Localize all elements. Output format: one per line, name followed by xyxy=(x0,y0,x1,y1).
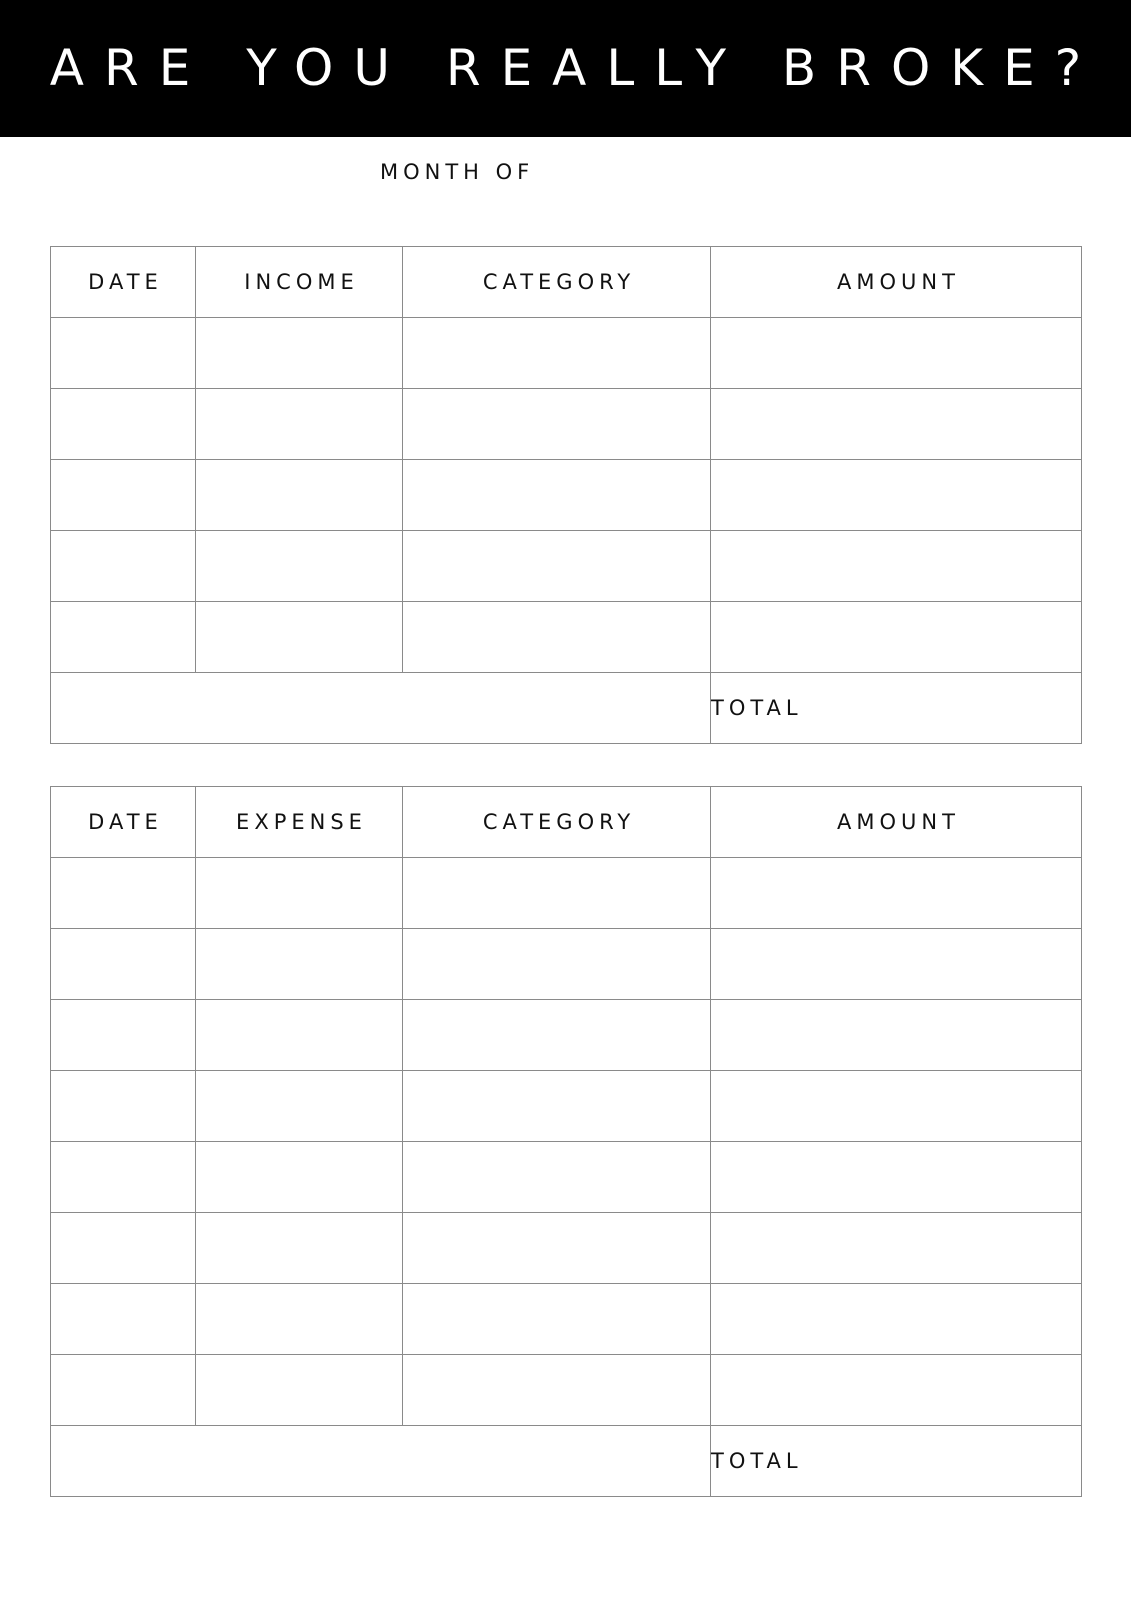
expense-cell-category[interactable] xyxy=(403,1355,711,1426)
expense-header-date: DATE xyxy=(51,787,196,858)
income-cell-amount[interactable] xyxy=(711,318,1082,389)
income-header-category: CATEGORY xyxy=(403,247,711,318)
income-row xyxy=(51,460,1082,531)
expense-cell-item[interactable] xyxy=(196,1355,403,1426)
expense-cell-item[interactable] xyxy=(196,1284,403,1355)
income-row xyxy=(51,318,1082,389)
expense-cell-category[interactable] xyxy=(403,1000,711,1071)
expense-cell-date[interactable] xyxy=(51,929,196,1000)
expense-cell-item[interactable] xyxy=(196,1142,403,1213)
expense-total-row xyxy=(51,1426,1082,1497)
expense-cell-date[interactable] xyxy=(51,858,196,929)
month-of-label: MONTH OF xyxy=(380,160,535,184)
expense-cell-category[interactable] xyxy=(403,929,711,1000)
expense-cell-amount[interactable] xyxy=(711,1355,1082,1426)
expense-cell-category[interactable] xyxy=(403,1071,711,1142)
expense-cell-item[interactable] xyxy=(196,1000,403,1071)
income-cell-amount[interactable] xyxy=(711,602,1082,673)
expense-cell-amount[interactable] xyxy=(711,1071,1082,1142)
income-total-row xyxy=(51,673,1082,744)
expense-cell-amount[interactable] xyxy=(711,1213,1082,1284)
income-row xyxy=(51,389,1082,460)
income-cell-item[interactable] xyxy=(196,602,403,673)
expense-row xyxy=(51,1355,1082,1426)
expense-row xyxy=(51,1071,1082,1142)
income-cell-item[interactable] xyxy=(196,531,403,602)
income-cell-date[interactable] xyxy=(51,460,196,531)
income-table xyxy=(50,246,1082,744)
expense-header-amount: AMOUNT xyxy=(711,787,1082,858)
income-cell-amount[interactable] xyxy=(711,460,1082,531)
income-cell-date[interactable] xyxy=(51,602,196,673)
income-header-date: DATE xyxy=(51,247,196,318)
income-cell-date[interactable] xyxy=(51,389,196,460)
expense-cell-date[interactable] xyxy=(51,1355,196,1426)
income-cell-category[interactable] xyxy=(403,389,711,460)
expense-cell-date[interactable] xyxy=(51,1142,196,1213)
expense-total-label[interactable]: TOTAL xyxy=(711,1426,1082,1497)
expense-row xyxy=(51,929,1082,1000)
expense-cell-date[interactable] xyxy=(51,1213,196,1284)
expense-row xyxy=(51,1142,1082,1213)
expense-cell-category[interactable] xyxy=(403,1142,711,1213)
expense-row xyxy=(51,1284,1082,1355)
expense-cell-item[interactable] xyxy=(196,1213,403,1284)
expense-cell-amount[interactable] xyxy=(711,1000,1082,1071)
expense-header-category: CATEGORY xyxy=(403,787,711,858)
expense-total-spacer xyxy=(51,1426,711,1497)
expense-cell-category[interactable] xyxy=(403,858,711,929)
income-cell-item[interactable] xyxy=(196,318,403,389)
expense-row xyxy=(51,1000,1082,1071)
expense-cell-date[interactable] xyxy=(51,1284,196,1355)
income-cell-category[interactable] xyxy=(403,318,711,389)
expense-cell-amount[interactable] xyxy=(711,929,1082,1000)
expense-cell-amount[interactable] xyxy=(711,1142,1082,1213)
expense-row xyxy=(51,1213,1082,1284)
income-cell-category[interactable] xyxy=(403,602,711,673)
income-cell-item[interactable] xyxy=(196,389,403,460)
expense-header-expense: EXPENSE xyxy=(196,787,403,858)
income-header-row xyxy=(51,247,1082,318)
expense-cell-item[interactable] xyxy=(196,1071,403,1142)
expense-cell-date[interactable] xyxy=(51,1071,196,1142)
income-cell-item[interactable] xyxy=(196,460,403,531)
title-banner xyxy=(0,0,1131,137)
income-header-amount: AMOUNT xyxy=(711,247,1082,318)
income-header-income: INCOME xyxy=(196,247,403,318)
income-cell-amount[interactable] xyxy=(711,531,1082,602)
expense-row xyxy=(51,858,1082,929)
income-total-spacer xyxy=(51,673,711,744)
expense-cell-item[interactable] xyxy=(196,929,403,1000)
expense-cell-category[interactable] xyxy=(403,1213,711,1284)
expense-cell-date[interactable] xyxy=(51,1000,196,1071)
expense-cell-amount[interactable] xyxy=(711,1284,1082,1355)
income-cell-date[interactable] xyxy=(51,318,196,389)
income-row xyxy=(51,531,1082,602)
expense-cell-amount[interactable] xyxy=(711,858,1082,929)
income-total-label[interactable]: TOTAL xyxy=(711,673,1082,744)
income-row xyxy=(51,602,1082,673)
expense-cell-category[interactable] xyxy=(403,1284,711,1355)
income-cell-category[interactable] xyxy=(403,460,711,531)
expense-cell-item[interactable] xyxy=(196,858,403,929)
income-cell-amount[interactable] xyxy=(711,389,1082,460)
expense-header-row xyxy=(51,787,1082,858)
page-title: ARE YOU REALLY BROKE? xyxy=(49,39,1102,97)
income-cell-date[interactable] xyxy=(51,531,196,602)
income-cell-category[interactable] xyxy=(403,531,711,602)
expense-table xyxy=(50,786,1082,1497)
